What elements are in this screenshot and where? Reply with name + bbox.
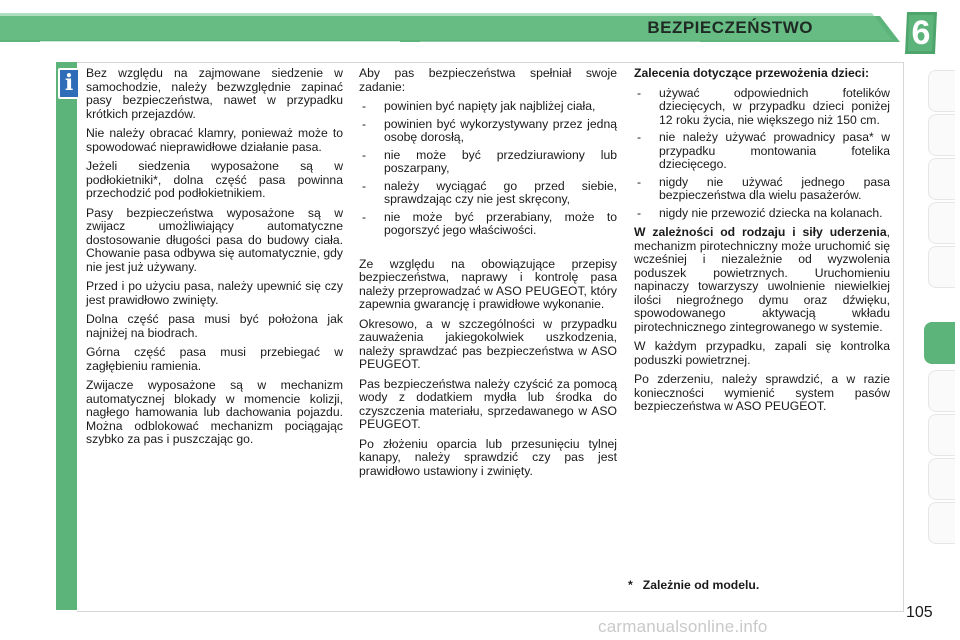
list-item: - nie należy używać prowadnicy pasa* w przypadku montowania fotelika dziecięcego. bbox=[634, 131, 890, 172]
paragraph: Pasy bezpieczeństwa wyposażone są w zwijacz umożliwiający automatyczne dostosowanie długości pasa do budowy ciała. Chowanie pasa odbywa się automatycznie, gdy nie jest już używany. bbox=[86, 205, 343, 274]
list-item: - powinien być wykorzystywany przez jedną osobę dorosłą, bbox=[359, 118, 617, 145]
list-item: - należy wyciągać go przed siebie, sprawdzając czy nie jest skręcony, bbox=[359, 180, 617, 207]
chapter-tab[interactable] bbox=[928, 202, 955, 244]
child-recommendations-list bbox=[634, 87, 890, 221]
chapter-number: 6 bbox=[911, 14, 931, 52]
chapter-tab[interactable] bbox=[928, 246, 955, 288]
chapter-title: BEZPIECZEŃSTWO bbox=[647, 18, 813, 37]
requirements-list bbox=[359, 100, 617, 238]
paragraph: Po zderzeniu, należy sprawdzić, a w razie konieczności wymienić system pasów bezpieczeństwa w ASO PEUGEOT. bbox=[634, 372, 890, 413]
chapter-tab[interactable] bbox=[928, 70, 955, 112]
list-item: - powinien być napięty jak najbliżej ciała, bbox=[359, 100, 617, 114]
chapter-tab[interactable] bbox=[928, 158, 955, 200]
intro-text: Aby pas bezpieczeństwa spełniał swoje zadanie: bbox=[359, 66, 617, 94]
chapter-tab[interactable] bbox=[928, 414, 955, 456]
chapter-tab-active[interactable] bbox=[924, 322, 955, 364]
chapter-tab[interactable] bbox=[928, 502, 955, 544]
paragraph: Przed i po użyciu pasa, należy upewnić się czy jest prawidłowo zwinięty. bbox=[86, 279, 343, 307]
list-item: - nie może być przedziurawiony lub poszarpany, bbox=[359, 149, 617, 176]
paragraph: Po złożeniu oparcia lub przesunięciu tylnej kanapy, należy sprawdzić czy pas jest prawidłowo ustawiony i zwinięty. bbox=[359, 436, 617, 478]
page-number: 105 bbox=[906, 604, 933, 621]
watermark: carmanualsonline.info bbox=[598, 617, 768, 636]
list-item: - nigdy nie używać jednego pasa bezpieczeństwa dla wielu pasażerów. bbox=[634, 176, 890, 203]
footnote bbox=[628, 578, 759, 592]
list-item: - używać odpowiednich fotelików dziecięcych, w przypadku dzieci poniżej 12 roku życia, nie większego niż 150 cm. bbox=[634, 87, 890, 128]
info-sidebar-bar bbox=[56, 62, 77, 610]
paragraph: Jeżeli siedzenia wyposażone są w podłokietniki*, dolna część pasa powinna przechodzić pod podłokietnikiem. bbox=[86, 159, 343, 200]
paragraph: Zwijacze wyposażone są w mechanizm automatycznej blokady w momencie kolizji, nagłego hamowania lub dachowania pojazdu. Można odblokować mechanizm pociągając szybko za pas i puszczając go. bbox=[86, 378, 343, 446]
column-2 bbox=[359, 67, 617, 484]
paragraph: Pas bezpieczeństwa należy czyścić za pomocą wody z dodatkiem mydła lub środka do czyszczenia materiału, sprzedawanego w ASO PEUGEOT. bbox=[359, 376, 617, 431]
chapter-tab[interactable] bbox=[928, 370, 955, 412]
paragraph: Dolna część pasa musi być położona jak najniżej na biodrach. bbox=[86, 312, 343, 340]
list-item: - nigdy nie przewozić dziecka na kolanach. bbox=[634, 207, 890, 221]
paragraph: Okresowo, a w szczególności w przypadku zauważenia jakiegokolwiek uszkodzenia, należy sprawdzać pas bezpieczeństwa w ASO PEUGEOT. bbox=[359, 316, 617, 371]
chapter-tab[interactable] bbox=[928, 114, 955, 156]
chapter-tab[interactable] bbox=[928, 458, 955, 500]
footnote-text: Zależnie od modelu. bbox=[642, 578, 760, 592]
column-3 bbox=[634, 67, 890, 420]
chapter-badge bbox=[903, 10, 939, 56]
bold-lead: W zależności od rodzaju i siły uderzenia bbox=[634, 225, 887, 239]
paragraph: W każdym przypadku, zapali się kontrolka poduszki powietrznej. bbox=[634, 339, 890, 367]
info-icon: i bbox=[58, 68, 80, 99]
pyrotechnic-paragraph bbox=[634, 226, 890, 334]
paragraph: Ze względu na obowiązujące przepisy bezpieczeństwa, naprawy i kontrolę pasa należy przeprowadzać w ASO PEUGEOT, który zapewnia gwarancję i prawidłowe wykonanie. bbox=[359, 256, 617, 311]
paragraph: Nie należy obracać klamry, ponieważ może to spowodować nieprawidłowe działanie pasa. bbox=[86, 126, 343, 154]
chapter-tabs bbox=[928, 70, 960, 580]
paragraph-rest: , mechanizm pirotechniczny może uruchomić się wcześniej i niezależnie od wyzwolenia poduszek powietrznych. Uruchomieniu napinaczy towarzyszy uwolnienie niewielkiej ilości niegroźnego dymu oraz dźwięku, spowodowanego aktywacją wkładu pirotechnicznego zintegrowanego w systemie. bbox=[634, 225, 890, 334]
footnote-marker: * bbox=[628, 578, 633, 592]
column-1 bbox=[86, 67, 343, 453]
paragraph: Bez względu na zajmowane siedzenie w samochodzie, należy bezwzględnie zapinać pasy bezpieczeństwa, nawet w przypadku krótkich przejazdów. bbox=[86, 66, 343, 121]
chapter-banner bbox=[0, 12, 905, 46]
list-item: - nie może być przerabiany, może to pogorszyć jego właściwości. bbox=[359, 211, 617, 238]
paragraph: Górna część pasa musi przebiegać w zagłębieniu ramienia. bbox=[86, 345, 343, 373]
section-heading: Zalecenia dotyczące przewożenia dzieci: bbox=[634, 66, 870, 80]
